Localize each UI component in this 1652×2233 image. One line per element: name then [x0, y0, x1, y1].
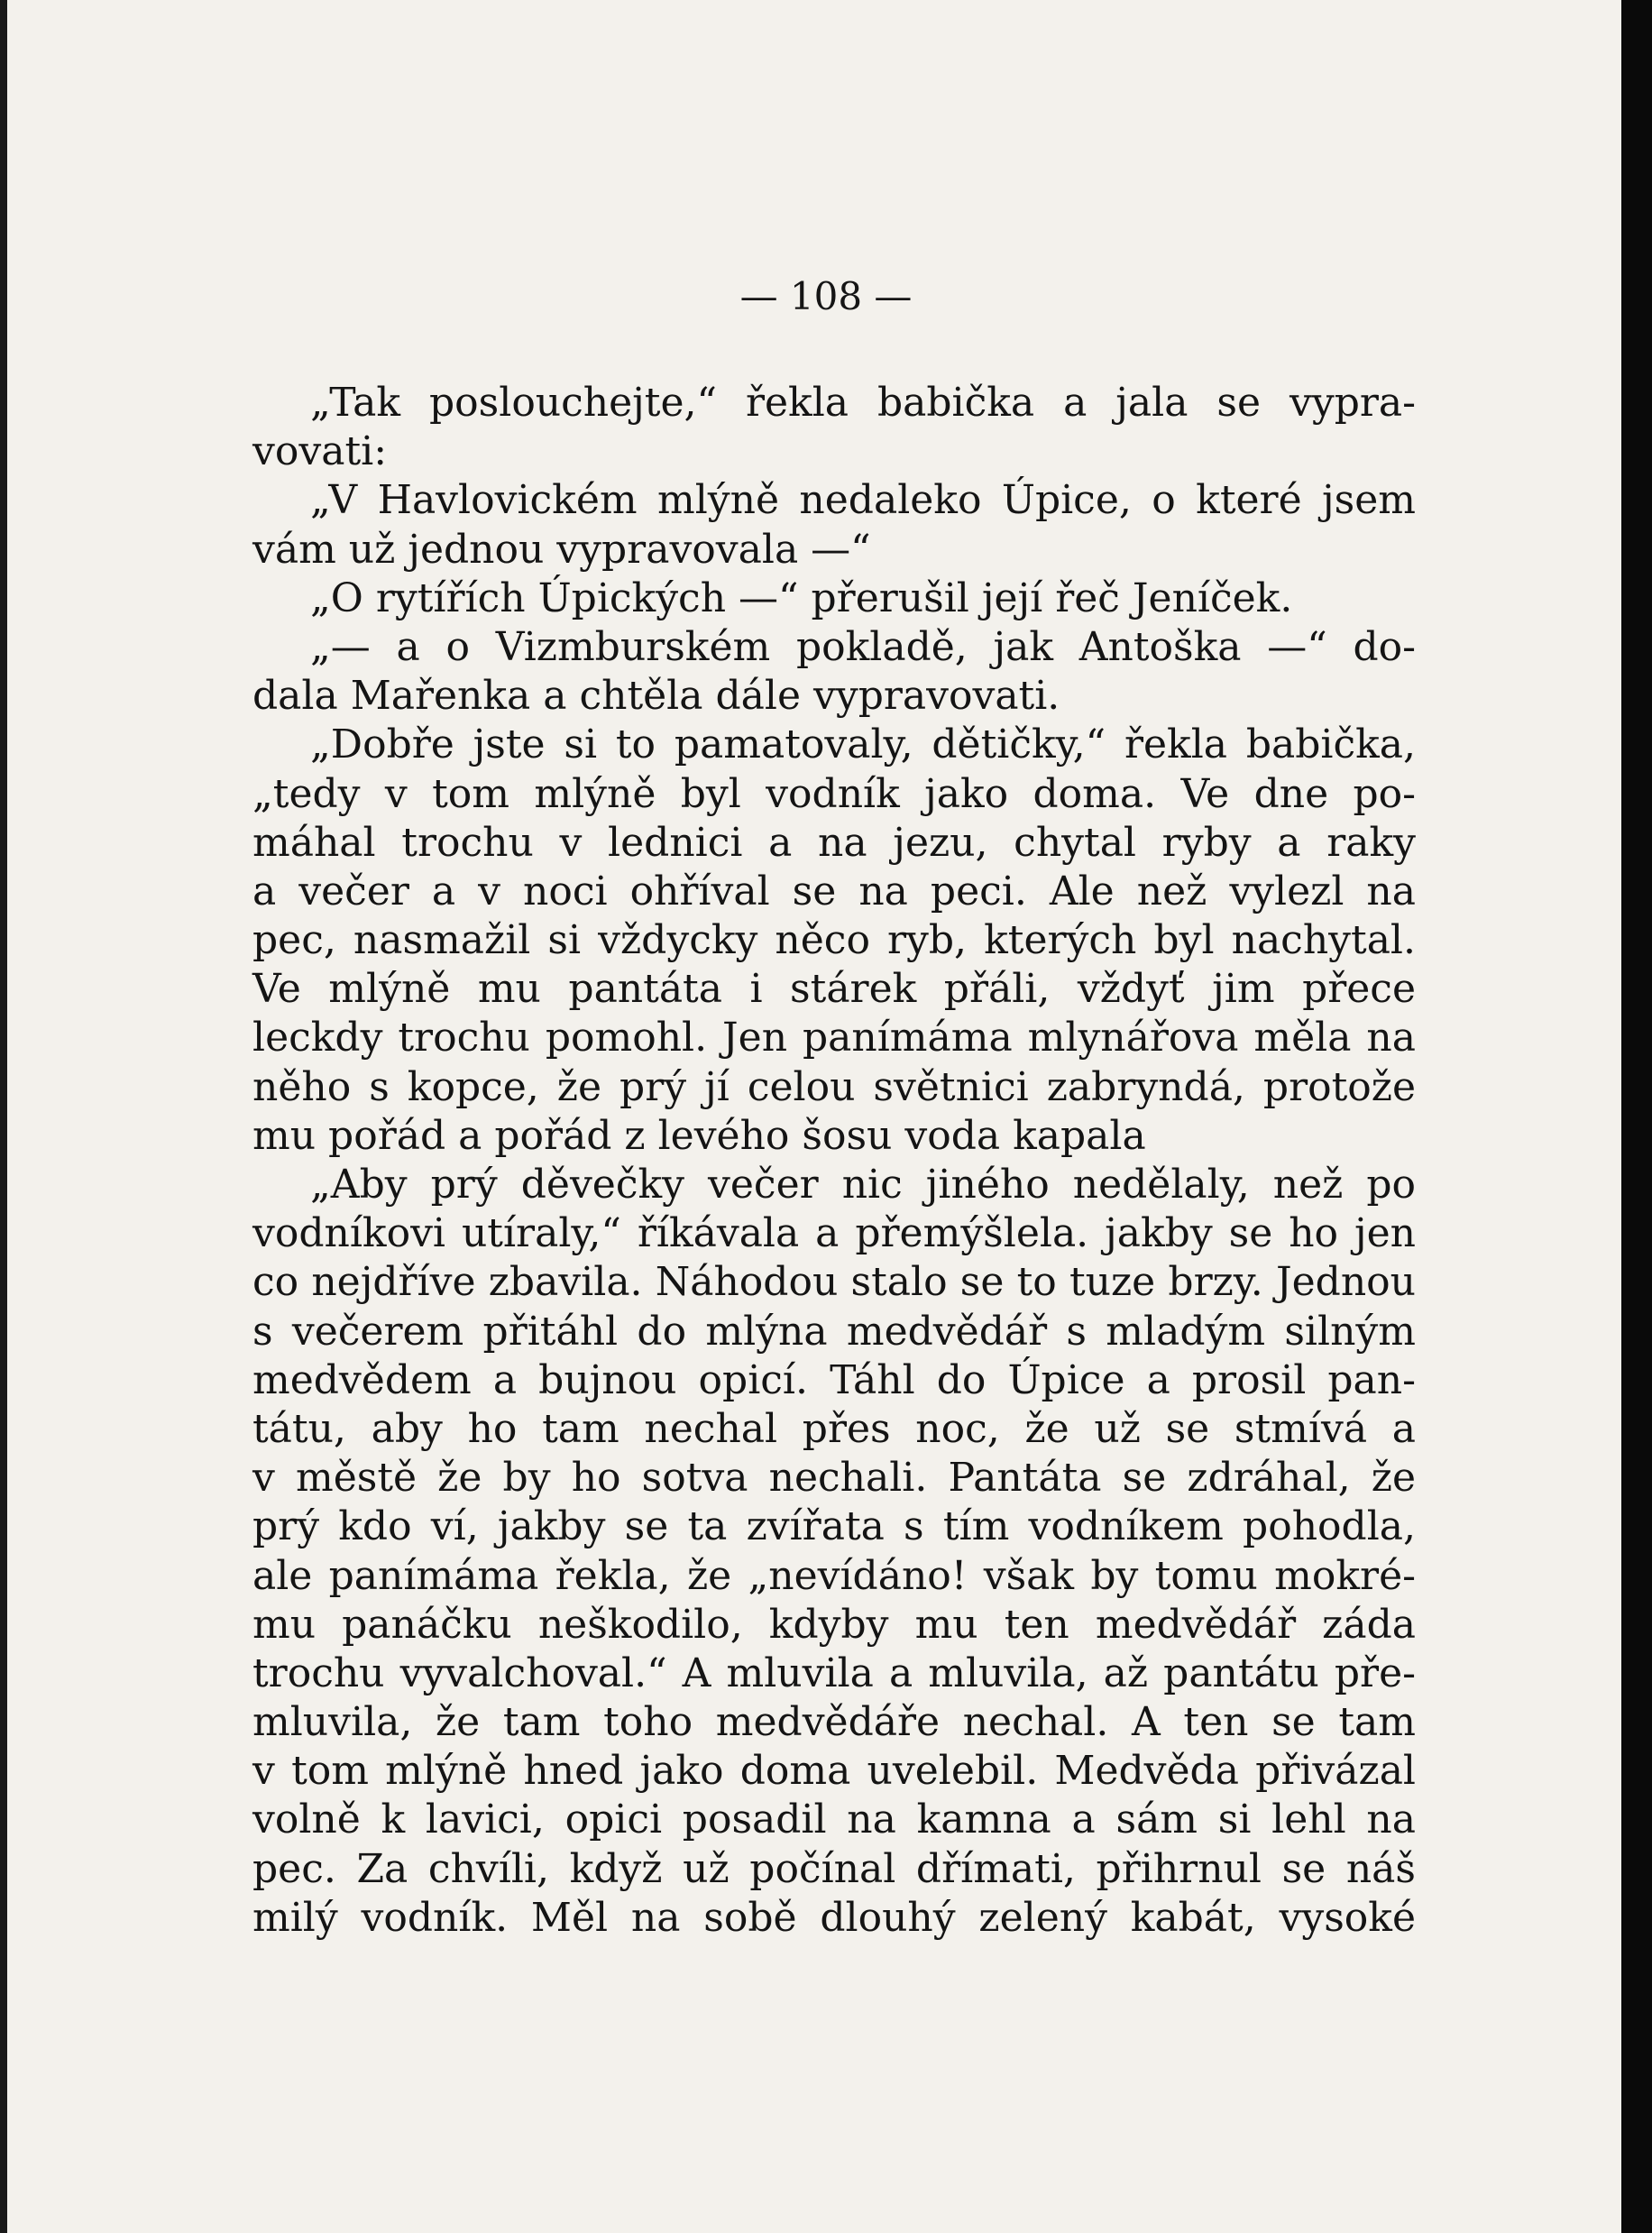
text-line: mu panáčku neškodilo, kdyby mu ten medvědář záda: [252, 1601, 1416, 1648]
text-line: máhal trochu v lednici a na jezu, chytal ryby a raky: [252, 819, 1416, 866]
text-line: „— a o Vizmburském pokladě, jak Antoška —“ do-: [310, 623, 1416, 670]
text-line: dala Mařenka a chtěla dále vypravovati.: [252, 673, 1060, 720]
text-line: „Aby prý děvečky večer nic jiného nedělaly, než po: [310, 1162, 1416, 1208]
text-line: a večer a v noci ohříval se na peci. Ale než vylezl na: [252, 868, 1416, 914]
text-line: pec, nasmažil si vždycky něco ryb, kterých byl nachytal.: [252, 917, 1416, 964]
text-line: „tedy v tom mlýně byl vodník jako doma. Ve dne po-: [252, 770, 1416, 817]
text-line: ale panímáma řekla, že „nevídáno! však by tomu mokré-: [252, 1552, 1416, 1599]
text-line: milý vodník. Měl na sobě dlouhý zelený kabát, vysoké: [252, 1894, 1416, 1941]
text-line: něho s kopce, že prý jí celou světnici zabryndá, protože: [252, 1063, 1416, 1110]
scan-right-edge: [1621, 0, 1652, 2233]
text-line: pec. Za chvíli, když už počínal dřímati, přihrnul se náš: [252, 1845, 1416, 1892]
page-text: [252, 379, 1416, 1943]
text-line: „Dobře jste si to pamatovaly, dětičky,“ řekla babička,: [310, 721, 1416, 768]
text-line: trochu vyvalchoval.“ A mluvila a mluvila, až pantátu pře-: [252, 1649, 1416, 1696]
text-line: tátu, aby ho tam nechal přes noc, že už se stmívá a: [252, 1405, 1416, 1452]
text-line: mluvila, že tam toho medvědáře nechal. A ten se tam: [252, 1699, 1416, 1746]
scan-left-edge: [0, 0, 7, 2233]
text-line: Ve mlýně mu pantáta i stárek přáli, vždyť jim přece: [252, 966, 1416, 1013]
text-line: vám už jednou vypravovala —“: [252, 526, 871, 573]
text-line: co nejdříve zbavila. Náhodou stalo se to tuze brzy. Jednou: [252, 1259, 1416, 1306]
text-line: medvědem a bujnou opicí. Táhl do Úpice a prosil pan-: [252, 1356, 1416, 1403]
text-line: „O rytířích Úpických —“ přerušil její řeč Jeníček.: [310, 574, 1293, 621]
text-line: vodníkovi utíraly,“ říkávala a přemýšlela. jakby se ho jen: [252, 1210, 1416, 1257]
text-line: prý kdo ví, jakby se ta zvířata s tím vodníkem pohodla,: [252, 1503, 1416, 1550]
page-number: — 108 —: [739, 274, 913, 318]
text-line: volně k lavici, opici posadil na kamna a sám si lehl na: [252, 1797, 1416, 1843]
text-line: „V Havlovickém mlýně nedaleko Úpice, o které jsem: [310, 477, 1416, 524]
text-line: „Tak poslouchejte,“ řekla babička a jala se vypra-: [310, 380, 1416, 426]
text-line: vovati:: [252, 428, 388, 475]
text-line: v tom mlýně hned jako doma uvelebil. Medvěda přivázal: [252, 1748, 1416, 1795]
text-line: v městě že by ho sotva nechali. Pantáta se zdráhal, že: [252, 1455, 1416, 1502]
text-line: leckdy trochu pomohl. Jen panímáma mlynářova měla na: [252, 1015, 1416, 1061]
text-line: s večerem přitáhl do mlýna medvědář s mladým silným: [252, 1308, 1416, 1355]
text-line: mu pořád a pořád z levého šosu voda kapala: [252, 1112, 1146, 1159]
